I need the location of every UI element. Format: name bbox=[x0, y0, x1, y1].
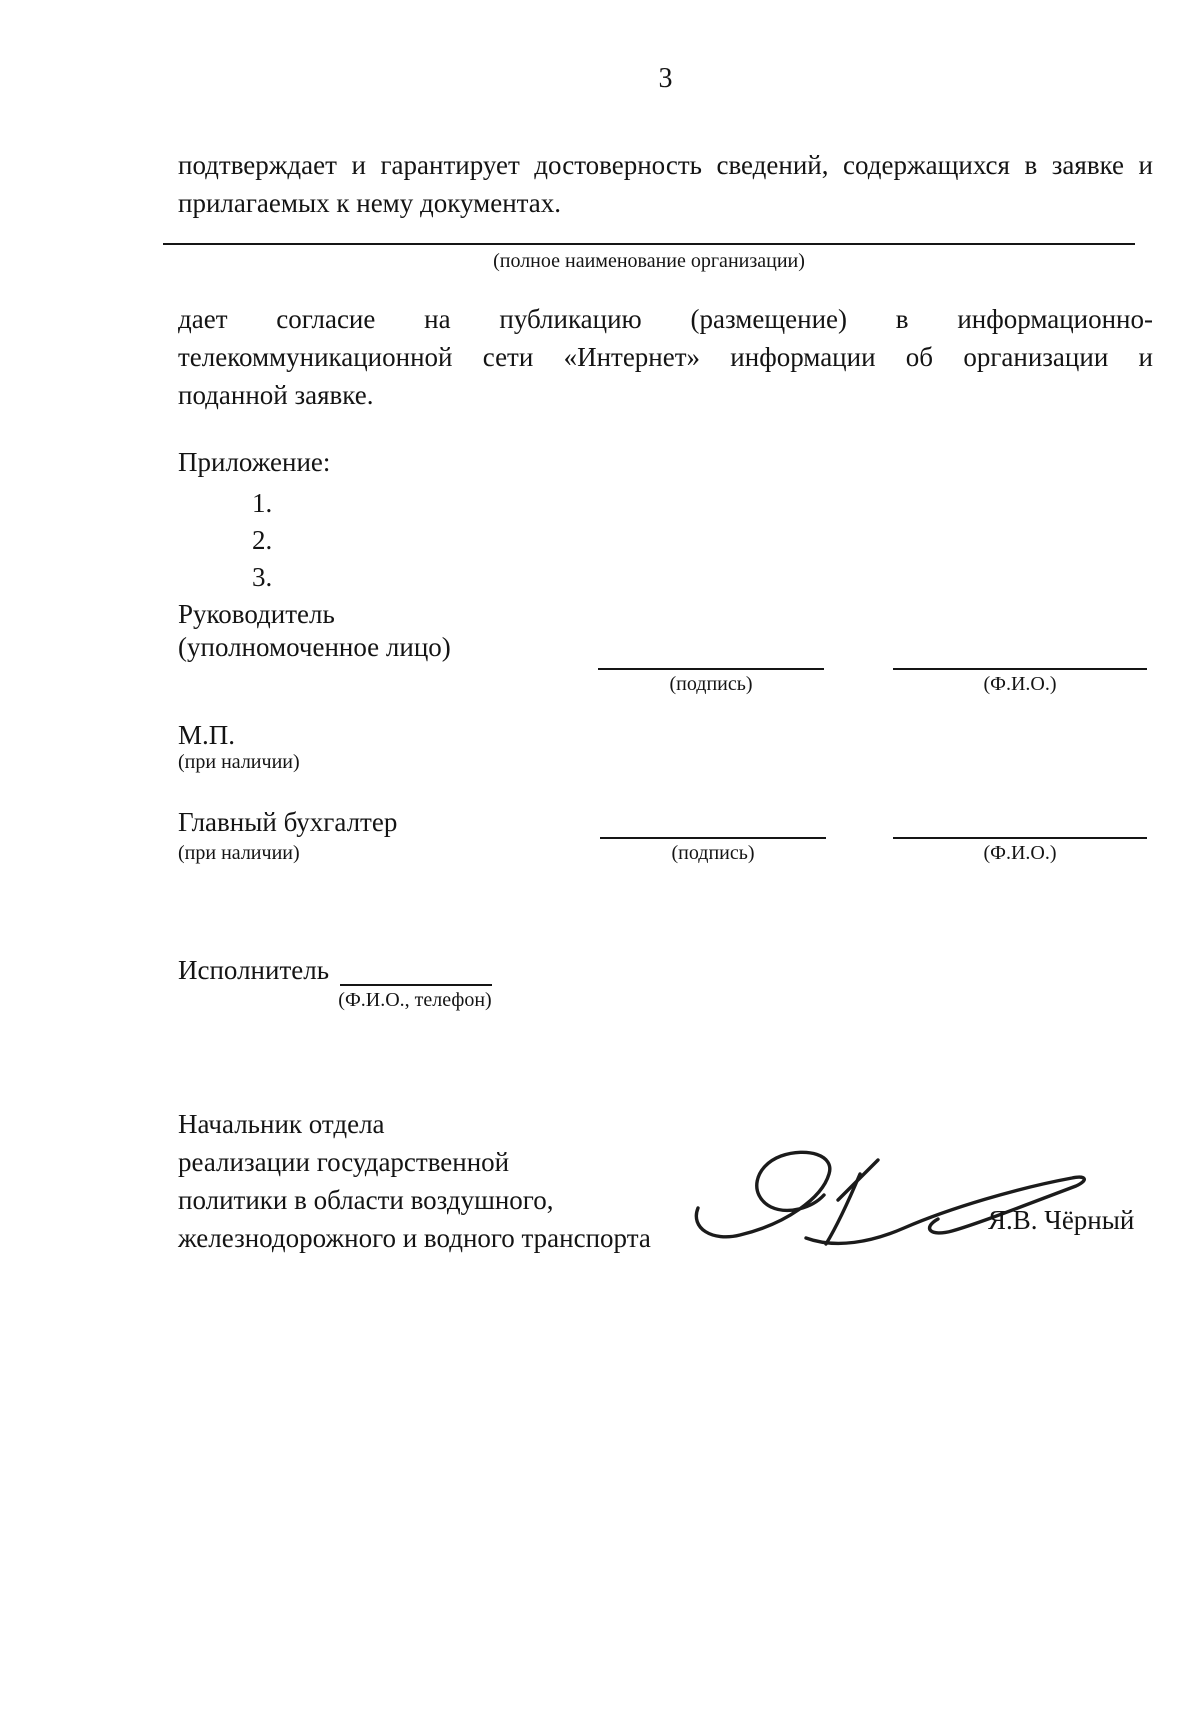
head-name-line bbox=[893, 640, 1147, 670]
accountant-title: Главный бухгалтер bbox=[178, 807, 398, 837]
accountant-name-caption: (Ф.И.О.) bbox=[983, 842, 1057, 864]
head-title-line-1: Руководитель bbox=[178, 599, 335, 629]
intro-paragraph-line-1: подтверждает и гарантирует достоверность сведений, содержащихся в заявке и bbox=[178, 150, 1153, 180]
head-signature-line bbox=[598, 640, 824, 670]
organization-name-line bbox=[163, 243, 1135, 273]
consent-paragraph-line-3: поданной заявке. bbox=[178, 380, 374, 410]
intro-paragraph-line-2: прилагаемых к нему документах. bbox=[178, 188, 562, 218]
attachment-item-3: 3. bbox=[252, 562, 273, 592]
accountant-name-line bbox=[893, 809, 1147, 839]
executor-blank-line bbox=[340, 956, 492, 986]
approver-position-line-1: Начальник отдела bbox=[178, 1109, 385, 1139]
attachments-title: Приложение: bbox=[178, 447, 331, 477]
accountant-signature-line bbox=[600, 809, 826, 839]
consent-paragraph-line-1: дает согласие на публикацию (размещение) в информационно- bbox=[178, 304, 1153, 334]
organization-name-caption: (полное наименование организации) bbox=[493, 250, 805, 272]
attachment-item-2: 2. bbox=[252, 525, 273, 555]
executor-caption: (Ф.И.О., телефон) bbox=[338, 989, 492, 1011]
accountant-note: (при наличии) bbox=[178, 842, 300, 864]
approver-position-line-2: реализации государственной bbox=[178, 1147, 510, 1177]
attachment-item-1: 1. bbox=[252, 488, 273, 518]
approver-position-line-3: политики в области воздушного, bbox=[178, 1185, 554, 1215]
executor-label: Исполнитель bbox=[178, 955, 330, 985]
stamp-label: М.П. bbox=[178, 720, 236, 750]
approver-position-line-4: железнодорожного и водного транспорта bbox=[178, 1223, 651, 1253]
head-name-caption: (Ф.И.О.) bbox=[983, 673, 1057, 695]
page-number: 3 bbox=[658, 63, 673, 94]
approver-name: Я.В. Чёрный bbox=[988, 1205, 1135, 1235]
head-signature-caption: (подпись) bbox=[669, 673, 753, 695]
consent-paragraph-line-2: телекоммуникационной сети «Интернет» информации об организации и bbox=[178, 342, 1153, 372]
stamp-note: (при наличии) bbox=[178, 751, 300, 773]
accountant-signature-caption: (подпись) bbox=[671, 842, 755, 864]
head-title-line-2: (уполномоченное лицо) bbox=[178, 632, 451, 662]
